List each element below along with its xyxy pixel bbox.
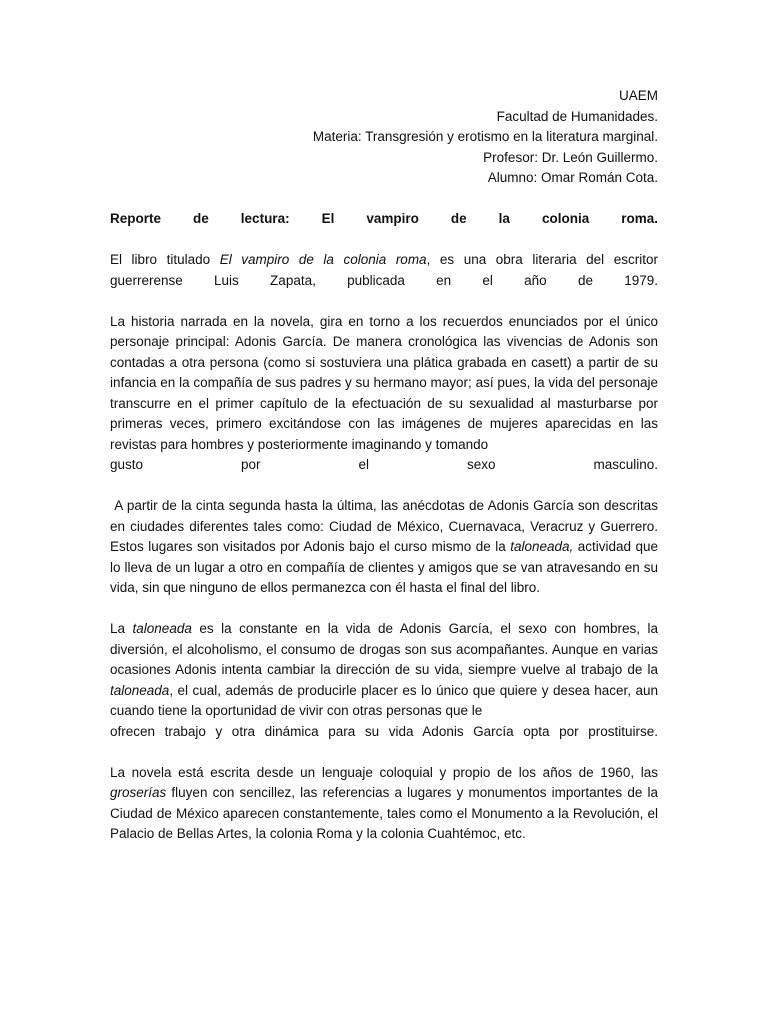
paragraph-2-body: La historia narrada en la novela, gira en torno a los recuerdos enunciados por el único personaje principal: Adonis García. De manera cronológica las vivencias de Adonis son contadas a otra persona (como si sostuviera una plática grabada en casett) a partir de su infancia en la compañía de sus padres y su hermano mayor; así pues, la vida del personaje transcurre en el primer capítulo de la efectuación de su sexualidad al masturbarse por primeras veces, primero excitándose con las imágenes de mujeres aparecidas en las revistas para hombres y posteriormente imaginando y tomando <box>110 313 658 452</box>
text-run: La novela está escrita desde un lenguaje coloquial y propio de los años de 1960, las <box>110 764 658 780</box>
spacer <box>110 742 658 763</box>
paragraph-2-last-line: gusto por el sexo masculino. <box>110 457 658 472</box>
paragraph-1-line-2: guerrerense Luis Zapata, publicada en el año de 1979. <box>110 272 658 288</box>
paragraph-3 <box>110 496 662 599</box>
spacer <box>110 230 658 251</box>
text-run: es la constante en la vida de Adonis García, el sexo con hombres, la diversión, el alcoholismo, el consumo de drogas son sus acompañantes. Aunque en varias ocasiones Adonis intenta cambiar la dirección de su vida, siempre vuelve al trabajo de la <box>110 621 658 677</box>
book-title: El vampiro de la colonia roma <box>219 252 427 267</box>
text-run: fluyen con sencillez, las referencias a lugares y monumentos importantes de la Ciudad de México aparecen constantemente, tales como el Monumento a la Revolución, el Palacio de Bellas Artes, la colonia Roma y la colonia Cuahtémoc, etc. <box>110 785 658 841</box>
header-subject: Materia: Transgresión y erotismo en la literatura marginal. <box>312 129 658 144</box>
header-institution: UAEM <box>618 88 658 103</box>
text-run: A partir de la cinta segunda hasta la última, las anécdotas de Adonis García son descritas en ciudades diferentes tales como: Ciudad de México, Cuernavaca, Veracruz y Guerrero. Estos lugares son visitados por Adonis bajo el curso mismo de la <box>110 498 662 554</box>
italic-term: taloneada <box>132 621 192 636</box>
text-run: , es una obra literaria del escritor <box>426 252 658 267</box>
header-professor: Profesor: Dr. León Guillermo. <box>483 149 658 165</box>
paragraph-5 <box>110 763 658 845</box>
text-run: actividad que lo lleva de un lugar a otro en compañía de clientes y amigos que se van atravesando en su vida, sin que ninguno de ellos permanezca con él hasta el final del libro. <box>110 539 658 595</box>
spacer <box>110 599 658 620</box>
paragraph-1 <box>110 250 658 291</box>
text-run: La <box>110 621 133 636</box>
spacer <box>110 189 658 210</box>
italic-term: taloneada <box>110 682 170 698</box>
italic-term: taloneada, <box>510 539 574 554</box>
paragraph-4-last-line: ofrecen trabajo y otra dinámica para su vida Adonis García opta por prostituirse. <box>110 723 658 739</box>
text-run: El libro titulado <box>110 252 220 267</box>
paragraph-4-body <box>110 619 658 722</box>
paragraph-1-line-1 <box>110 250 658 271</box>
header-faculty: Facultad de Humanidades. <box>496 108 658 124</box>
header-student: Alumno: Omar Román Cota. <box>487 170 658 185</box>
paragraph-2 <box>110 312 658 476</box>
document-page <box>110 86 662 845</box>
spacer <box>110 476 658 497</box>
document-title: Reporte de lectura: El vampiro de la colonia roma. <box>110 211 658 226</box>
paragraph-4 <box>110 619 658 742</box>
document-header <box>110 86 658 189</box>
italic-term: groserías <box>110 785 167 800</box>
spacer <box>110 291 658 312</box>
text-run: , el cual, además de producirle placer es lo único que quiere y desea hacer, aun cuando tiene la oportunidad de vivir con otras personas que le <box>110 682 658 718</box>
